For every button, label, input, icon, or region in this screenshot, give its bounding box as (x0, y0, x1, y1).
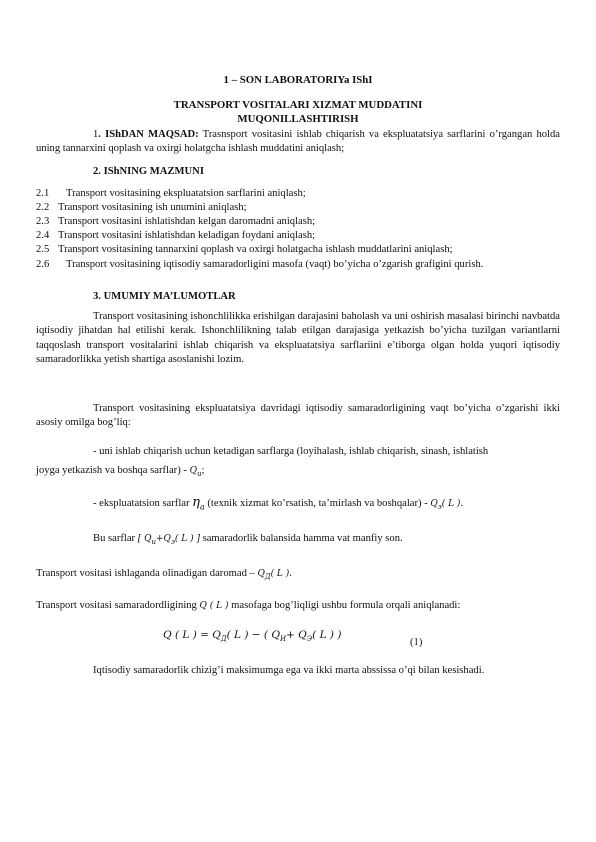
income-text: Transport vositasi ishlaganda olinadigan daromad – (36, 568, 255, 579)
symbol-q-u (189, 465, 205, 478)
list-item-number: 2.4 (36, 230, 50, 241)
list-item-text: Transport vositasining ish unumini aniqlash; (58, 202, 247, 213)
symbol-subscript: э (437, 502, 442, 511)
efficiency-text: Transport vositasi samaradordligining (36, 600, 197, 611)
formula-subscript: Э (306, 635, 313, 644)
cost-item-production-line1: - uni ishlab chiqarish uchun ketadigan sarflarga (loyihalash, ishlab chiqarish, sinash, ishlatish (93, 446, 489, 457)
symbol-eta-letter: η (192, 495, 200, 510)
list-item (36, 258, 560, 272)
expr-part: [ Q (137, 534, 152, 544)
symbol-q: Q (257, 569, 265, 579)
formula-part: ( L ) ) (312, 629, 342, 641)
symbol-subscript: u (151, 537, 157, 546)
symbol-q-d-l (257, 569, 289, 579)
income-sentence (36, 567, 292, 584)
symbol-subscript: a (199, 502, 205, 512)
formula-part: Q ( L ) = Q (163, 629, 221, 641)
lab-title: 1 – SON LABORATORIYa IShI (223, 74, 373, 86)
costs-expression (138, 534, 200, 544)
general-paragraph-2: Transport vositasining ekspluatatsiya davridagi iqtisodiy samaradorligining vaqt bo’yicha o’zgarishi ikki asosiy omilga bog’liq: (36, 403, 560, 429)
formula-subscript: Д (220, 635, 227, 644)
symbol-q: Q (430, 499, 438, 509)
formula-1 (163, 628, 341, 647)
general-paragraph-last: Iqtisodiy samaradorlik chizig’i maksimumga ega va ikki marta abssissa o’qi bilan kesishadi. (93, 665, 485, 676)
efficiency-sentence (36, 599, 460, 613)
formula-subscript: И (279, 635, 287, 644)
symbol-q-e-l (430, 499, 460, 509)
symbol-eta (192, 495, 205, 510)
costs-balance-sentence (93, 532, 403, 549)
formula-part: + Q (286, 629, 307, 641)
list-item-text: Transport vositasining iqtisodiy samaradorligini masofa (vaqt) bo’yicha o’zgarish grafigini qurish. (66, 259, 484, 270)
list-item-text: Transport vositasining tannarxini qoplash va oxirgi holatgacha ishlash muddatlarini aniqlash; (58, 244, 453, 255)
symbol-subscript: Д (264, 572, 271, 581)
list-item-text: Transport vositasini ishlatishdan keladigan foydani aniqlash; (58, 230, 316, 241)
punctuation: . (460, 498, 464, 509)
symbol-subscript: э (170, 537, 175, 546)
cost-item-operational-detail: (texnik xizmat ko’rsatish, ta’mirlash va boshqalar) - (207, 498, 428, 509)
symbol-q-l: Q ( L ) (199, 601, 229, 611)
aim-number: 1 (93, 129, 99, 140)
list-item-number: 2.1 (36, 188, 50, 199)
expr-part: +Q (156, 534, 171, 544)
list-item (36, 187, 560, 201)
cost-item-production-text: joyga yetkazish va boshqa sarflar) - (36, 465, 187, 476)
equation-number: (1) (410, 637, 423, 648)
list-item-text: Transport vositasining ekspluatatsion sarflarini aniqlash; (66, 188, 306, 199)
symbol-argument: ( L ) (270, 569, 290, 579)
list-item-number: 2.6 (36, 259, 50, 270)
list-item-number: 2.2 (36, 202, 50, 213)
cost-item-operational (93, 496, 463, 515)
symbol-subscript: u (196, 469, 202, 478)
list-item (36, 215, 560, 229)
aim-text: Trasnsport vositasini ishlab chiqarish va ekspluatatsiya sarflarini o’rgangan holda uning tannarxini qoplash va oxirgi holatgcha ishlash muddatini aniqlash; (36, 129, 560, 155)
costs-balance-detail: samaradorlik balansida hamma vat manfiy son. (202, 533, 403, 544)
main-title-line1: TRANSPORT VOSITALARI XIZMAT MUDDATINI (173, 99, 423, 111)
symbol-q: Q (189, 466, 197, 476)
list-item (36, 201, 560, 215)
cost-item-operational-text: - ekspluatatsion sarflar (93, 498, 190, 509)
main-title-line2: MUQONILLASHTIRISH (237, 113, 359, 125)
list-item-number: 2.3 (36, 216, 50, 227)
punctuation: ; (201, 465, 205, 476)
list-item (36, 243, 560, 257)
efficiency-detail: masofaga bog’liqligi ushbu formula orqali aniqlanadi: (231, 600, 461, 611)
punctuation: . (289, 568, 292, 579)
expr-part: ( L ) ] (174, 534, 200, 544)
aim-label: . IShDAN MAQSAD: (98, 129, 199, 140)
list-item-number: 2.5 (36, 244, 50, 255)
costs-balance-text: Bu sarflar (93, 533, 136, 544)
list-item (36, 229, 560, 243)
content-heading: 2. IShNING MAZMUNI (93, 166, 204, 177)
general-paragraph-1: Transport vositasining ishonchlilikka erishilgan darajasini baholash va uni oshirish masalasi birinchi navbatda iqtisodiy jihatdan hal etilishi kerak. Ishonchlilikning talab etilgan darajasiga yetkazish bo’yicha tuzilgan variantlarni taqqoslash transport vositalarini ishlab chiqarish va ekspluatatsiya sarflariini e’tiborga olgan holda yuqori iqtisodiy samaradorlikka yetish shartiga asoslanishi lozim. (36, 311, 560, 366)
cost-item-production-line2 (36, 464, 204, 481)
formula-part: ( L ) − ( Q (226, 629, 280, 641)
symbol-argument: ( L ) (441, 499, 461, 509)
general-heading: 3. UMUMIY MA’LUMOTLAR (93, 291, 236, 302)
list-item-text: Transport vositasini ishlatishdan kelgan daromadni aniqlash; (58, 216, 316, 227)
aim-paragraph (36, 128, 560, 157)
